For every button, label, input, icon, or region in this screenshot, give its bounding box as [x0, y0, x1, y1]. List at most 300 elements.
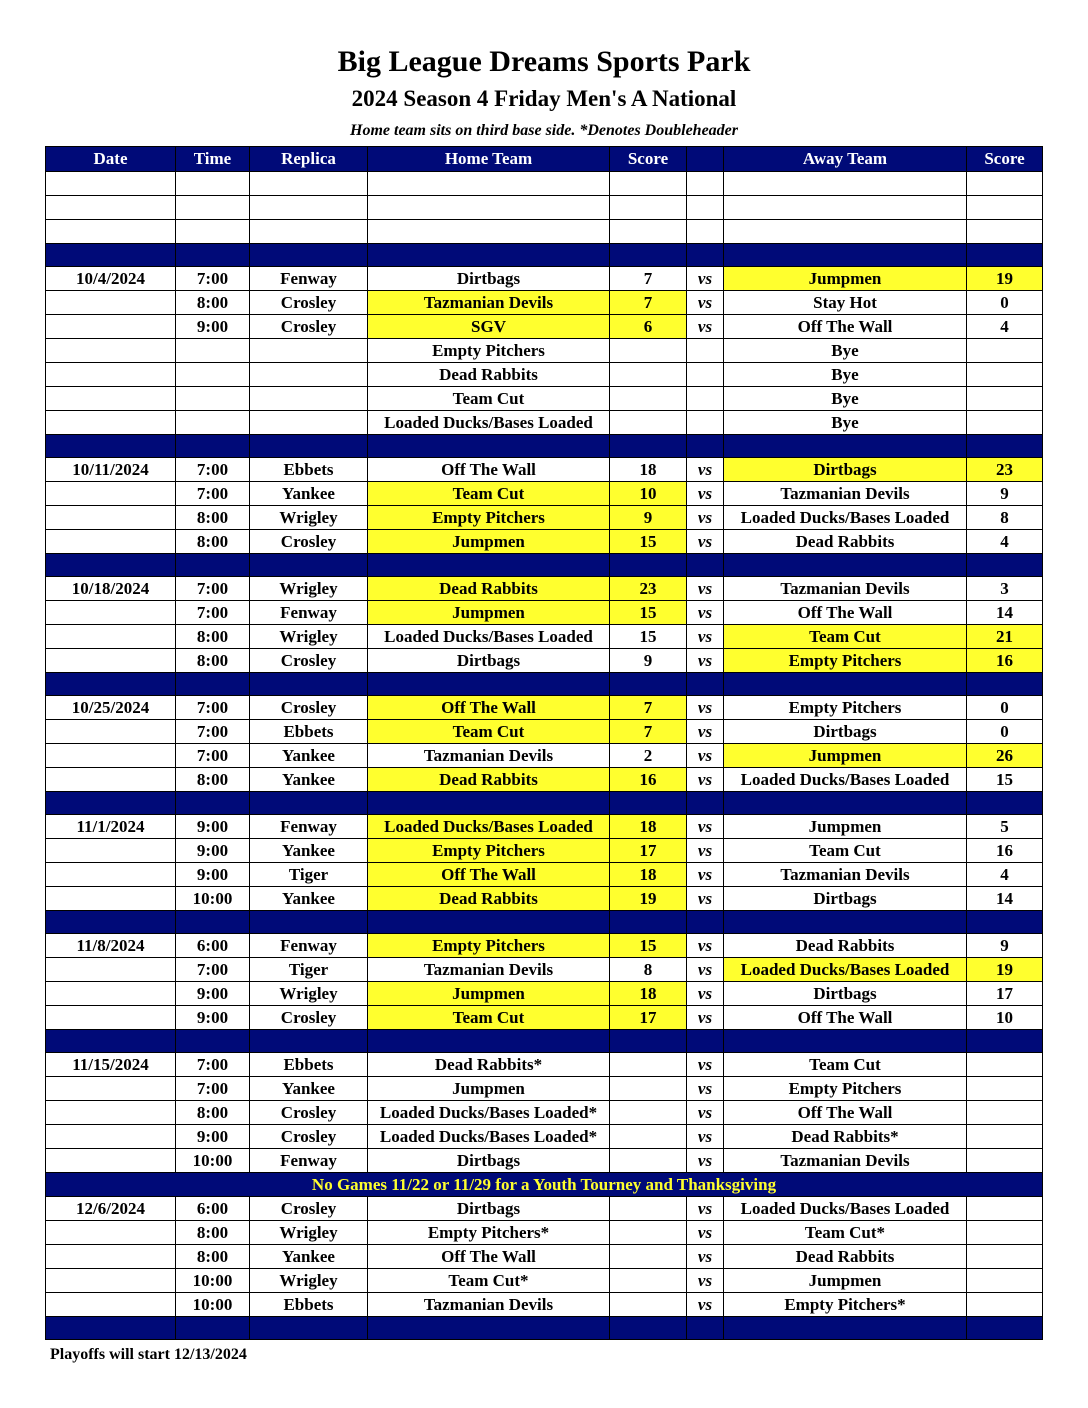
- cell-home-score: 16: [610, 768, 687, 792]
- blank-cell: [724, 172, 967, 196]
- cell-home-score: 15: [610, 601, 687, 625]
- cell-home-team: Jumpmen: [368, 982, 610, 1006]
- separator-cell: [724, 1317, 967, 1340]
- separator-cell: [46, 792, 176, 815]
- cell-home-team: Off The Wall: [368, 696, 610, 720]
- separator-cell: [687, 1317, 724, 1340]
- cell-home-team: Off The Wall: [368, 863, 610, 887]
- cell-date: [46, 1269, 176, 1293]
- separator-cell: [687, 244, 724, 267]
- cell-time: 9:00: [176, 815, 250, 839]
- cell-replica: Crosley: [250, 1101, 368, 1125]
- schedule-body: [46, 172, 1043, 1340]
- cell-date: [46, 1245, 176, 1269]
- cell-vs: vs: [687, 696, 724, 720]
- separator-cell: [176, 435, 250, 458]
- game-row: [46, 839, 1043, 863]
- separator-cell: [687, 911, 724, 934]
- cell-away-score: 5: [967, 815, 1043, 839]
- separator-cell: [610, 435, 687, 458]
- column-header-home-team: Home Team: [368, 147, 610, 172]
- cell-replica: Ebbets: [250, 1053, 368, 1077]
- cell-away-team: Loaded Ducks/Bases Loaded: [724, 958, 967, 982]
- cell-time: 9:00: [176, 863, 250, 887]
- cell-away-score: 0: [967, 291, 1043, 315]
- cell-replica: [250, 339, 368, 363]
- cell-replica: Crosley: [250, 291, 368, 315]
- separator-row: [46, 1030, 1043, 1053]
- cell-date: [46, 387, 176, 411]
- cell-date: 11/1/2024: [46, 815, 176, 839]
- cell-home-score: [610, 363, 687, 387]
- cell-home-team: Loaded Ducks/Bases Loaded: [368, 625, 610, 649]
- cell-away-team: Bye: [724, 339, 967, 363]
- cell-home-score: 7: [610, 267, 687, 291]
- cell-vs: vs: [687, 506, 724, 530]
- cell-home-team: Dirtbags: [368, 1197, 610, 1221]
- cell-replica: Fenway: [250, 267, 368, 291]
- game-row: [46, 1245, 1043, 1269]
- game-row: [46, 530, 1043, 554]
- cell-home-team: Loaded Ducks/Bases Loaded: [368, 411, 610, 435]
- cell-date: 11/15/2024: [46, 1053, 176, 1077]
- game-row: [46, 696, 1043, 720]
- cell-date: [46, 720, 176, 744]
- separator-cell: [176, 673, 250, 696]
- cell-date: [46, 1077, 176, 1101]
- cell-time: [176, 363, 250, 387]
- cell-away-team: Jumpmen: [724, 815, 967, 839]
- cell-date: [46, 887, 176, 911]
- cell-home-team: Empty Pitchers: [368, 934, 610, 958]
- separator-cell: [368, 554, 610, 577]
- game-row: [46, 1197, 1043, 1221]
- separator-cell: [967, 1317, 1043, 1340]
- separator-cell: [610, 554, 687, 577]
- separator-cell: [724, 792, 967, 815]
- cell-vs: vs: [687, 1221, 724, 1245]
- cell-away-score: [967, 339, 1043, 363]
- cell-away-team: Tazmanian Devils: [724, 1149, 967, 1173]
- cell-away-score: [967, 1101, 1043, 1125]
- cell-vs: vs: [687, 315, 724, 339]
- separator-cell: [967, 673, 1043, 696]
- blank-row: [46, 172, 1043, 196]
- game-row: [46, 982, 1043, 1006]
- separator-cell: [368, 1317, 610, 1340]
- game-row: [46, 577, 1043, 601]
- cell-away-team: Loaded Ducks/Bases Loaded: [724, 1197, 967, 1221]
- cell-time: 7:00: [176, 1053, 250, 1077]
- cell-away-score: 3: [967, 577, 1043, 601]
- cell-time: 10:00: [176, 1269, 250, 1293]
- separator-cell: [687, 554, 724, 577]
- cell-home-team: Dirtbags: [368, 649, 610, 673]
- blank-cell: [687, 172, 724, 196]
- cell-home-score: [610, 1221, 687, 1245]
- blank-cell: [967, 196, 1043, 220]
- cell-home-team: Team Cut: [368, 1006, 610, 1030]
- cell-date: 10/4/2024: [46, 267, 176, 291]
- cell-replica: Yankee: [250, 744, 368, 768]
- cell-replica: Fenway: [250, 934, 368, 958]
- cell-vs: [687, 339, 724, 363]
- cell-time: 10:00: [176, 1293, 250, 1317]
- cell-vs: vs: [687, 768, 724, 792]
- separator-cell: [687, 792, 724, 815]
- cell-time: 7:00: [176, 458, 250, 482]
- cell-vs: vs: [687, 1269, 724, 1293]
- cell-away-score: 15: [967, 768, 1043, 792]
- table-header-row: [46, 147, 1043, 172]
- blank-cell: [46, 172, 176, 196]
- cell-vs: [687, 387, 724, 411]
- cell-time: 7:00: [176, 720, 250, 744]
- cell-date: [46, 744, 176, 768]
- cell-date: [46, 1006, 176, 1030]
- cell-time: 9:00: [176, 982, 250, 1006]
- separator-cell: [967, 1030, 1043, 1053]
- cell-away-team: Empty Pitchers: [724, 1077, 967, 1101]
- cell-home-team: Empty Pitchers: [368, 839, 610, 863]
- cell-time: 10:00: [176, 1149, 250, 1173]
- cell-replica: Wrigley: [250, 1221, 368, 1245]
- cell-away-team: Empty Pitchers*: [724, 1293, 967, 1317]
- game-row: [46, 1293, 1043, 1317]
- cell-home-score: [610, 1149, 687, 1173]
- separator-row: [46, 244, 1043, 267]
- cell-home-score: 8: [610, 958, 687, 982]
- game-row: [46, 1006, 1043, 1030]
- cell-time: [176, 339, 250, 363]
- separator-cell: [610, 911, 687, 934]
- cell-away-team: Tazmanian Devils: [724, 482, 967, 506]
- cell-replica: Tiger: [250, 958, 368, 982]
- blank-cell: [610, 196, 687, 220]
- cell-date: [46, 863, 176, 887]
- cell-time: 9:00: [176, 1006, 250, 1030]
- cell-away-team: Dirtbags: [724, 720, 967, 744]
- cell-home-team: Off The Wall: [368, 458, 610, 482]
- cell-date: [46, 1221, 176, 1245]
- cell-home-score: [610, 1125, 687, 1149]
- separator-cell: [610, 1317, 687, 1340]
- game-row: [46, 411, 1043, 435]
- cell-date: 10/11/2024: [46, 458, 176, 482]
- blank-cell: [176, 172, 250, 196]
- cell-away-team: Dirtbags: [724, 982, 967, 1006]
- playoffs-note: Playoffs will start 12/13/2024: [50, 1346, 247, 1363]
- column-header-away-team: Away Team: [724, 147, 967, 172]
- cell-home-score: 9: [610, 649, 687, 673]
- cell-time: 7:00: [176, 1077, 250, 1101]
- cell-time: 7:00: [176, 744, 250, 768]
- cell-date: 10/25/2024: [46, 696, 176, 720]
- cell-replica: [250, 363, 368, 387]
- game-row: [46, 291, 1043, 315]
- cell-away-team: Loaded Ducks/Bases Loaded: [724, 768, 967, 792]
- cell-vs: [687, 363, 724, 387]
- cell-vs: vs: [687, 1101, 724, 1125]
- separator-cell: [724, 554, 967, 577]
- cell-away-team: Stay Hot: [724, 291, 967, 315]
- cell-away-score: 14: [967, 601, 1043, 625]
- game-row: [46, 387, 1043, 411]
- separator-cell: [724, 673, 967, 696]
- cell-replica: Crosley: [250, 696, 368, 720]
- cell-time: 8:00: [176, 291, 250, 315]
- game-row: [46, 1053, 1043, 1077]
- game-row: [46, 1221, 1043, 1245]
- game-row: [46, 363, 1043, 387]
- cell-home-score: [610, 339, 687, 363]
- blank-cell: [250, 196, 368, 220]
- cell-time: 8:00: [176, 649, 250, 673]
- cell-vs: vs: [687, 649, 724, 673]
- cell-away-team: Dirtbags: [724, 458, 967, 482]
- cell-away-team: Jumpmen: [724, 267, 967, 291]
- game-row: [46, 1125, 1043, 1149]
- cell-home-score: 7: [610, 696, 687, 720]
- cell-home-score: [610, 1269, 687, 1293]
- separator-cell: [368, 792, 610, 815]
- cell-replica: Ebbets: [250, 720, 368, 744]
- cell-away-score: 10: [967, 1006, 1043, 1030]
- cell-away-team: Team Cut: [724, 625, 967, 649]
- column-header-away-score: Score: [967, 147, 1043, 172]
- cell-replica: Yankee: [250, 482, 368, 506]
- game-row: [46, 625, 1043, 649]
- separator-cell: [46, 435, 176, 458]
- cell-date: [46, 411, 176, 435]
- game-row: [46, 315, 1043, 339]
- cell-away-team: Dirtbags: [724, 887, 967, 911]
- cell-home-score: 18: [610, 815, 687, 839]
- cell-home-score: 23: [610, 577, 687, 601]
- separator-cell: [250, 911, 368, 934]
- separator-cell: [967, 792, 1043, 815]
- separator-cell: [967, 435, 1043, 458]
- cell-date: [46, 768, 176, 792]
- cell-away-score: 14: [967, 887, 1043, 911]
- blank-cell: [610, 220, 687, 244]
- blank-cell: [967, 220, 1043, 244]
- cell-vs: vs: [687, 1149, 724, 1173]
- cell-vs: vs: [687, 530, 724, 554]
- cell-away-score: [967, 1293, 1043, 1317]
- game-row: [46, 482, 1043, 506]
- cell-away-score: 21: [967, 625, 1043, 649]
- cell-time: 9:00: [176, 839, 250, 863]
- separator-cell: [368, 435, 610, 458]
- game-row: [46, 1101, 1043, 1125]
- cell-home-team: Dead Rabbits: [368, 363, 610, 387]
- cell-vs: vs: [687, 267, 724, 291]
- separator-cell: [687, 435, 724, 458]
- blank-cell: [176, 220, 250, 244]
- game-row: [46, 744, 1043, 768]
- separator-cell: [687, 1030, 724, 1053]
- cell-home-score: 15: [610, 934, 687, 958]
- cell-home-team: Team Cut*: [368, 1269, 610, 1293]
- cell-home-score: 9: [610, 506, 687, 530]
- cell-away-team: Jumpmen: [724, 744, 967, 768]
- cell-home-score: [610, 1053, 687, 1077]
- cell-date: [46, 315, 176, 339]
- cell-away-team: Team Cut*: [724, 1221, 967, 1245]
- cell-date: [46, 1293, 176, 1317]
- game-row: [46, 934, 1043, 958]
- blank-row: [46, 196, 1043, 220]
- cell-away-team: Bye: [724, 387, 967, 411]
- cell-vs: vs: [687, 1245, 724, 1269]
- cell-date: 10/18/2024: [46, 577, 176, 601]
- cell-replica: Crosley: [250, 1197, 368, 1221]
- cell-vs: vs: [687, 1293, 724, 1317]
- cell-home-team: Dirtbags: [368, 267, 610, 291]
- cell-away-score: [967, 1221, 1043, 1245]
- blank-cell: [176, 196, 250, 220]
- cell-date: [46, 1149, 176, 1173]
- cell-away-score: [967, 411, 1043, 435]
- cell-home-team: Tazmanian Devils: [368, 291, 610, 315]
- cell-replica: Wrigley: [250, 506, 368, 530]
- cell-home-score: 2: [610, 744, 687, 768]
- blank-cell: [368, 196, 610, 220]
- separator-cell: [250, 792, 368, 815]
- blank-cell: [967, 172, 1043, 196]
- cell-home-score: [610, 1293, 687, 1317]
- separator-cell: [176, 911, 250, 934]
- notice-banner: No Games 11/22 or 11/29 for a Youth Tourney and Thanksgiving: [46, 1173, 1043, 1197]
- cell-replica: Yankee: [250, 887, 368, 911]
- cell-date: [46, 649, 176, 673]
- game-row: [46, 863, 1043, 887]
- cell-time: [176, 387, 250, 411]
- separator-cell: [368, 1030, 610, 1053]
- cell-vs: vs: [687, 887, 724, 911]
- separator-cell: [250, 1317, 368, 1340]
- separator-cell: [250, 435, 368, 458]
- cell-replica: [250, 411, 368, 435]
- cell-away-team: Dead Rabbits*: [724, 1125, 967, 1149]
- cell-time: 8:00: [176, 1221, 250, 1245]
- cell-home-team: Empty Pitchers: [368, 339, 610, 363]
- cell-replica: Crosley: [250, 649, 368, 673]
- cell-time: 7:00: [176, 958, 250, 982]
- schedule-note: Home team sits on third base side. *Denotes Doubleheader: [350, 122, 738, 139]
- cell-away-score: 16: [967, 839, 1043, 863]
- cell-home-score: 17: [610, 1006, 687, 1030]
- cell-time: 6:00: [176, 1197, 250, 1221]
- separator-cell: [368, 911, 610, 934]
- separator-cell: [176, 1317, 250, 1340]
- cell-time: 7:00: [176, 267, 250, 291]
- cell-away-score: 19: [967, 958, 1043, 982]
- cell-replica: Fenway: [250, 601, 368, 625]
- cell-away-score: [967, 1077, 1043, 1101]
- cell-time: [176, 411, 250, 435]
- cell-home-team: Dead Rabbits: [368, 887, 610, 911]
- cell-away-score: [967, 1197, 1043, 1221]
- cell-home-team: Team Cut: [368, 482, 610, 506]
- game-row: [46, 506, 1043, 530]
- separator-cell: [724, 911, 967, 934]
- cell-home-score: [610, 1077, 687, 1101]
- separator-cell: [724, 435, 967, 458]
- cell-replica: Ebbets: [250, 1293, 368, 1317]
- column-header-time: Time: [176, 147, 250, 172]
- cell-home-team: Dead Rabbits: [368, 577, 610, 601]
- cell-replica: Yankee: [250, 1077, 368, 1101]
- cell-replica: Fenway: [250, 1149, 368, 1173]
- separator-row: [46, 1317, 1043, 1340]
- cell-home-team: Loaded Ducks/Bases Loaded: [368, 815, 610, 839]
- cell-time: 8:00: [176, 625, 250, 649]
- cell-away-team: Empty Pitchers: [724, 696, 967, 720]
- cell-date: [46, 530, 176, 554]
- cell-vs: vs: [687, 1125, 724, 1149]
- cell-vs: vs: [687, 482, 724, 506]
- cell-time: 6:00: [176, 934, 250, 958]
- cell-away-team: Team Cut: [724, 1053, 967, 1077]
- cell-home-team: Tazmanian Devils: [368, 1293, 610, 1317]
- cell-home-score: 18: [610, 863, 687, 887]
- separator-cell: [967, 911, 1043, 934]
- cell-away-score: 0: [967, 696, 1043, 720]
- cell-vs: vs: [687, 1006, 724, 1030]
- cell-home-team: Jumpmen: [368, 1077, 610, 1101]
- cell-replica: Yankee: [250, 768, 368, 792]
- separator-cell: [610, 244, 687, 267]
- cell-away-team: Bye: [724, 363, 967, 387]
- separator-cell: [176, 792, 250, 815]
- cell-away-score: 4: [967, 530, 1043, 554]
- cell-time: 8:00: [176, 1245, 250, 1269]
- cell-replica: Crosley: [250, 1006, 368, 1030]
- separator-cell: [46, 911, 176, 934]
- cell-replica: Wrigley: [250, 625, 368, 649]
- cell-away-team: Dead Rabbits: [724, 1245, 967, 1269]
- cell-home-score: [610, 1197, 687, 1221]
- cell-away-score: 9: [967, 934, 1043, 958]
- cell-away-team: Jumpmen: [724, 1269, 967, 1293]
- cell-home-team: Empty Pitchers: [368, 506, 610, 530]
- separator-cell: [250, 1030, 368, 1053]
- cell-date: [46, 625, 176, 649]
- cell-vs: vs: [687, 601, 724, 625]
- separator-cell: [176, 554, 250, 577]
- cell-date: [46, 291, 176, 315]
- cell-home-score: [610, 387, 687, 411]
- column-header-replica: Replica: [250, 147, 368, 172]
- cell-time: 8:00: [176, 768, 250, 792]
- cell-away-score: [967, 1269, 1043, 1293]
- cell-away-score: 19: [967, 267, 1043, 291]
- cell-vs: vs: [687, 744, 724, 768]
- cell-home-team: Jumpmen: [368, 530, 610, 554]
- cell-date: [46, 1101, 176, 1125]
- cell-away-team: Tazmanian Devils: [724, 577, 967, 601]
- cell-home-score: 15: [610, 625, 687, 649]
- cell-vs: vs: [687, 1053, 724, 1077]
- cell-vs: vs: [687, 982, 724, 1006]
- cell-replica: Ebbets: [250, 458, 368, 482]
- blank-cell: [250, 172, 368, 196]
- separator-row: [46, 554, 1043, 577]
- blank-cell: [610, 172, 687, 196]
- separator-row: [46, 673, 1043, 696]
